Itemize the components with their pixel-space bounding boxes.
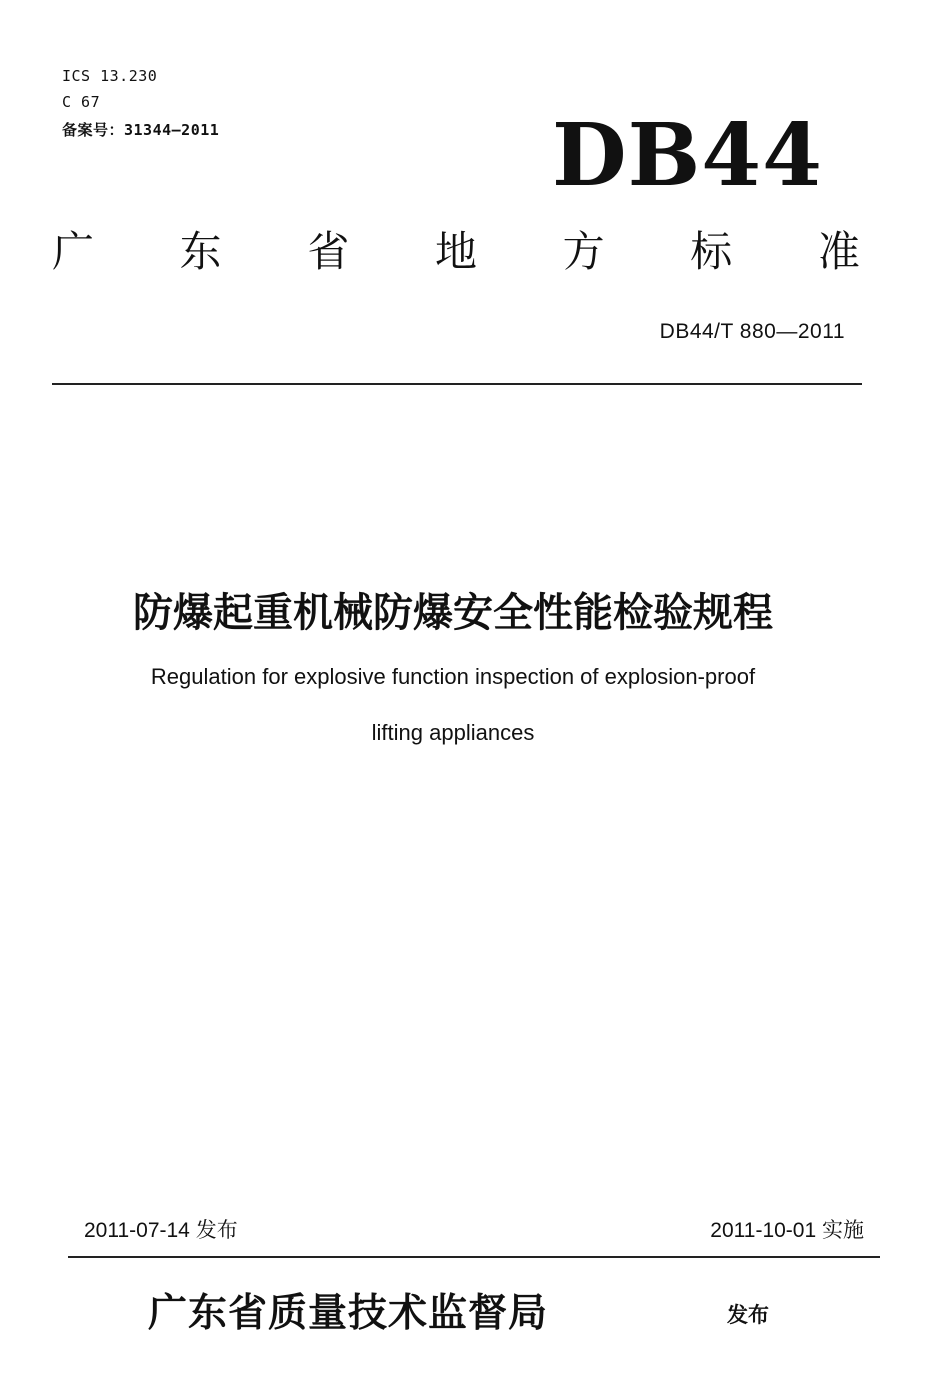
standard-logo: DB44 <box>552 105 823 206</box>
document-title-chinese: 防爆起重机械防爆安全性能检验规程 <box>133 590 773 636</box>
publish-label: 发布 <box>727 1303 769 1327</box>
publisher-name: 广东省质量技术监督局 <box>148 1290 549 1336</box>
document-title-english-line2: lifting appliances <box>371 720 535 745</box>
standard-type-heading <box>52 224 860 280</box>
standard-code: DB44/T 880—2011 <box>659 320 845 343</box>
classification-code: C 67 <box>62 93 101 111</box>
standard-type-char: 东 <box>179 227 222 276</box>
standard-type-char: 准 <box>817 227 860 276</box>
standard-type-char: 方 <box>562 227 605 276</box>
record-number: 备案号：31344—2011 <box>62 121 220 139</box>
standard-type-char: 省 <box>307 227 350 276</box>
standard-type-char: 地 <box>434 227 477 276</box>
bottom-divider <box>68 1256 880 1258</box>
top-divider <box>52 383 862 385</box>
document-title-english-line1: Regulation for explosive function inspection of explosion-proof <box>150 664 756 689</box>
ics-number: ICS 13.230 <box>62 67 158 85</box>
issue-date: 2011-07-14 发布 <box>84 1219 238 1242</box>
standard-type-char: 标 <box>690 227 733 276</box>
implementation-date: 2011-10-01 实施 <box>710 1219 864 1242</box>
standard-type-char: 广 <box>52 227 95 276</box>
